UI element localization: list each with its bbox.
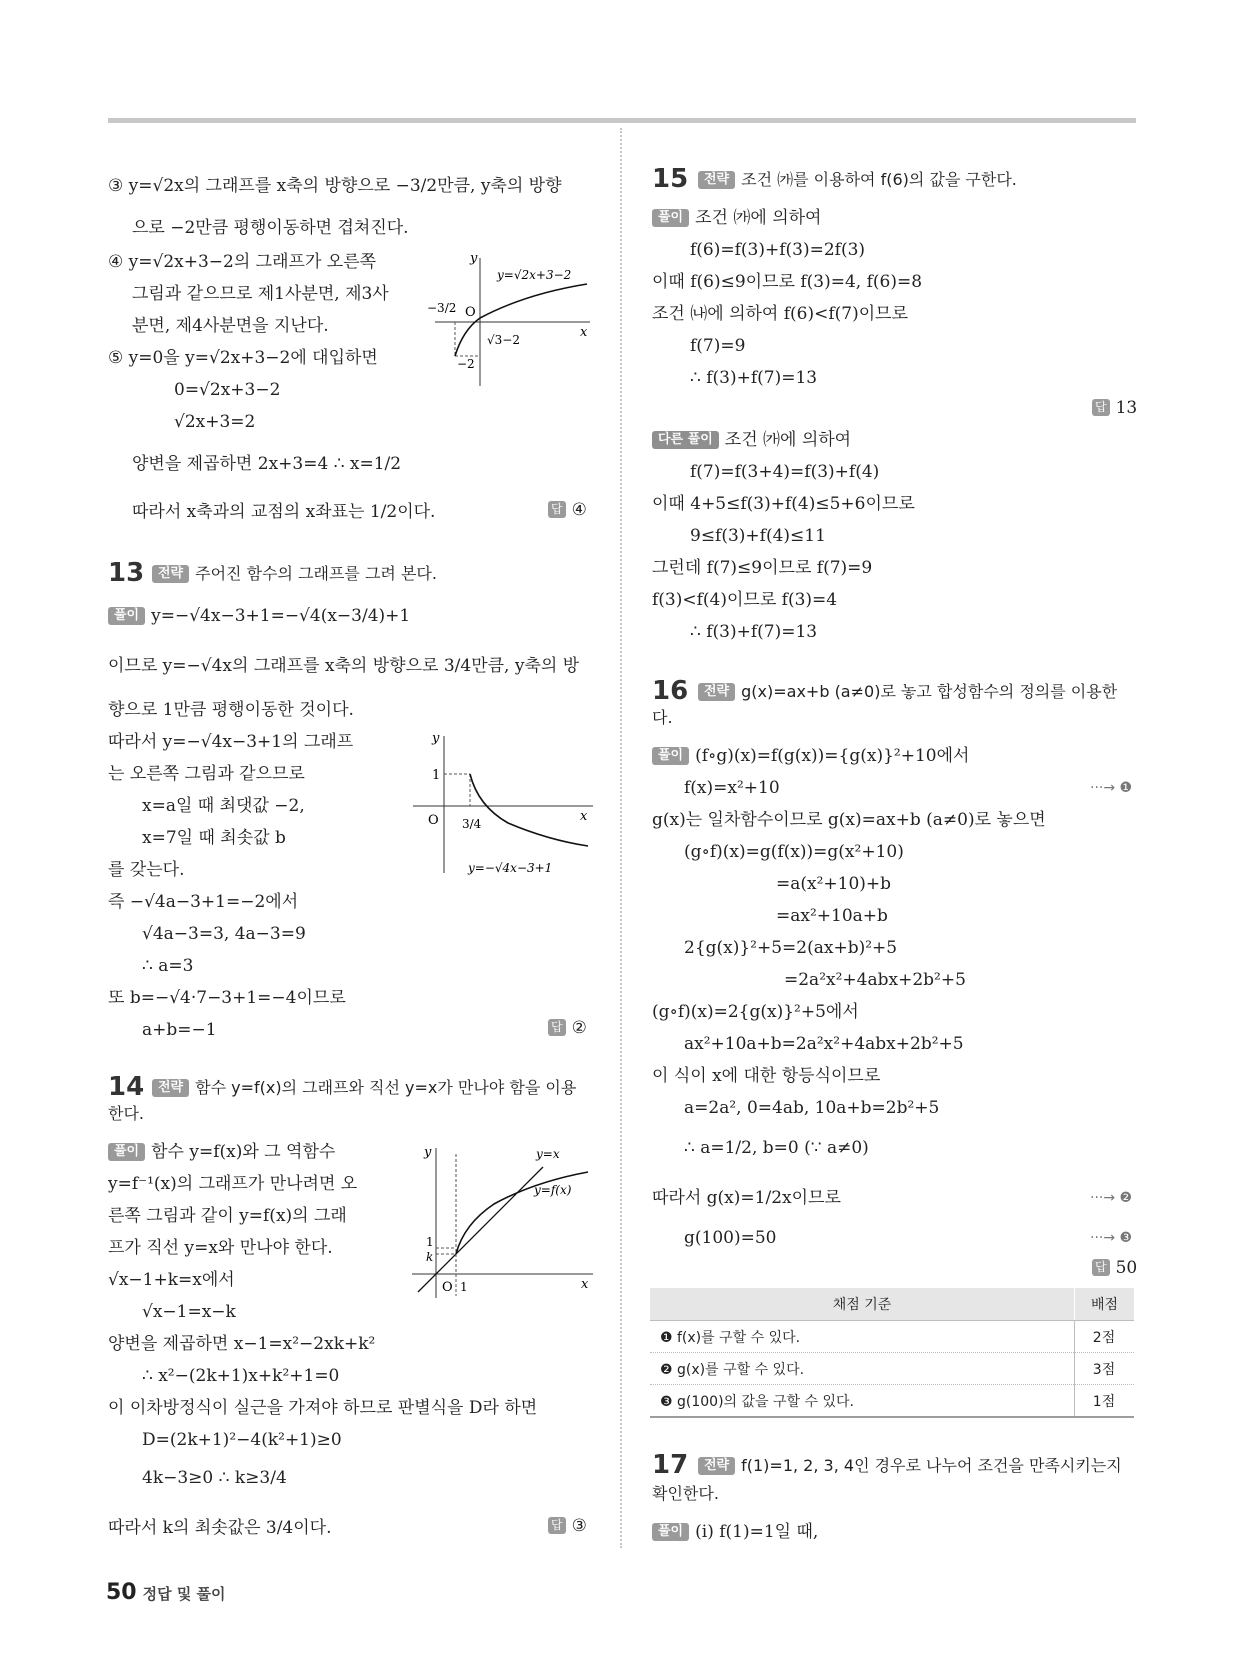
tick-neg-two: −2 bbox=[457, 357, 475, 371]
p15-alt-6: f(3)<f(4)이므로 f(3)=4 bbox=[652, 590, 838, 610]
p14-sol-3: 른쪽 그림과 같이 y=f(x)의 그래 bbox=[108, 1206, 347, 1226]
p13-sol-10: √4a−3=3, 4a−3=9 bbox=[142, 924, 306, 944]
p16-sol-6: =ax²+10a+b bbox=[776, 906, 888, 926]
p16-sol-3: g(x)는 일차함수이므로 g(x)=ax+b (a≠0)로 놓으면 bbox=[652, 810, 1046, 830]
p13-sol-1: 풀이 y=−√4x−3+1=−√4(x−3/4)+1 bbox=[108, 604, 410, 628]
p15-sol-4: 조건 ㈏에 의하여 f(6)<f(7)이므로 bbox=[652, 304, 908, 324]
column-divider bbox=[620, 128, 622, 1548]
points-cell: 2점 bbox=[1075, 1321, 1135, 1353]
p14-sol-10: D=(2k+1)²−4(k²+1)≥0 bbox=[142, 1430, 342, 1450]
solution-tag: 풀이 bbox=[652, 1523, 689, 1541]
p12-line-5: ⑤ y=0을 y=√2x+3−2에 대입하면 bbox=[108, 348, 378, 368]
p16-sol-4: (g∘f)(x)=g(f(x))=g(x²+10) bbox=[684, 842, 904, 862]
strategy-tag: 전략 bbox=[698, 1457, 735, 1475]
p14-sol-11: 4k−3≥0 ∴ k≥3/4 bbox=[142, 1468, 287, 1488]
table-row bbox=[650, 1385, 1134, 1418]
p13-answer: 답 ② bbox=[548, 1018, 587, 1038]
p16-sol-8: =2a²x²+4abx+2b²+5 bbox=[784, 970, 966, 990]
solution-tag: 풀이 bbox=[652, 209, 689, 227]
p16-strategy: 전략 g(x)=ax+b (a≠0)로 놓고 합성함수의 정의를 이용한 bbox=[698, 680, 1117, 704]
alt-solution-tag: 다른 풀이 bbox=[652, 431, 719, 449]
p15-sol-1: 풀이 조건 ㈎에 의하여 bbox=[652, 206, 821, 230]
tick-neg-three-halves: −3/2 bbox=[427, 301, 457, 315]
curve-label: y=−√4x−3+1 bbox=[468, 861, 553, 875]
tick-k: k bbox=[426, 1250, 434, 1264]
p14-graph bbox=[408, 1140, 598, 1300]
p16-step-2: ···→ ❷ bbox=[1090, 1190, 1133, 1206]
p15-alt-1: 다른 풀이 조건 ㈎에 의하여 bbox=[652, 428, 851, 452]
p12-line-3b: 으로 −2만큼 평행이동하면 겹쳐진다. bbox=[132, 218, 409, 238]
tick-one: 1 bbox=[432, 768, 441, 783]
scoring-header bbox=[650, 1288, 1134, 1321]
p16-step-3: ···→ ❸ bbox=[1090, 1230, 1133, 1246]
top-rule bbox=[108, 118, 1136, 123]
footer-label: 정답 및 풀이 bbox=[142, 1585, 226, 1603]
p13-sol-12: 또 b=−√4·7−3+1=−4이므로 bbox=[108, 988, 346, 1008]
scoring-table bbox=[650, 1288, 1134, 1418]
p14-number: 14 bbox=[108, 1072, 145, 1102]
answer-box: 답 bbox=[1092, 399, 1110, 416]
p16-sol-14: 따라서 g(x)=1/2x이므로 bbox=[652, 1188, 841, 1208]
p12-conclusion: 따라서 x축과의 교점의 x좌표는 1/2이다. bbox=[132, 502, 436, 522]
tick-three-quarters: 3/4 bbox=[462, 817, 482, 831]
table-row bbox=[650, 1321, 1134, 1353]
p13-sol-6: x=a일 때 최댓값 −2, bbox=[142, 796, 305, 816]
p15-answer: 답 13 bbox=[1092, 398, 1137, 418]
p14-sol-8: ∴ x²−(2k+1)x+k²+1=0 bbox=[142, 1366, 340, 1386]
p12-line-4c: 분면, 제4사분면을 지난다. bbox=[132, 316, 329, 336]
page-number: 50 bbox=[106, 1580, 137, 1605]
p13-number: 13 bbox=[108, 558, 145, 588]
axis-x-label: x bbox=[581, 1277, 589, 1292]
p14-answer: 답 ③ bbox=[548, 1516, 587, 1536]
p14-sol-5: √x−1+k=x에서 bbox=[108, 1270, 235, 1290]
axis-x-label: x bbox=[580, 809, 588, 824]
p13-sol-7: x=7일 때 최솟값 b bbox=[142, 828, 286, 848]
p13-sol-5: 는 오른쪽 그림과 같으므로 bbox=[108, 764, 305, 784]
p15-alt-4: 9≤f(3)+f(4)≤11 bbox=[690, 526, 826, 546]
p12-eq-1: 0=√2x+3−2 bbox=[174, 380, 281, 400]
p12-answer: 답 ④ bbox=[548, 500, 587, 520]
criteria-cell: ❶ f(x)를 구할 수 있다. bbox=[650, 1321, 1075, 1353]
p14-sol-7: 양변을 제곱하면 x−1=x²−2xk+k² bbox=[108, 1334, 376, 1354]
tick-one-x: 1 bbox=[460, 1280, 468, 1294]
origin-label: O bbox=[442, 1280, 453, 1295]
strategy-tag: 전략 bbox=[698, 171, 735, 189]
p15-sol-5: f(7)=9 bbox=[690, 336, 746, 356]
p13-sol-13: a+b=−1 bbox=[142, 1020, 217, 1040]
axis-y-label: y bbox=[424, 1145, 432, 1160]
curve-label: y=f(x) bbox=[534, 1183, 572, 1197]
p16-sol-1: 풀이 (f∘g)(x)=f(g(x))={g(x)}²+10에서 bbox=[652, 744, 969, 768]
p13-sol-4: 따라서 y=−√4x−3+1의 그래프 bbox=[108, 732, 354, 752]
p13-sol-2: 이므로 y=−√4x의 그래프를 x축의 방향으로 3/4만큼, y축의 방 bbox=[108, 656, 580, 676]
p12-eq-2: √2x+3=2 bbox=[174, 412, 256, 432]
points-cell: 3점 bbox=[1075, 1353, 1135, 1385]
axis-y-label: y bbox=[470, 251, 478, 266]
solution-tag: 풀이 bbox=[108, 607, 145, 625]
answer-box: 답 bbox=[548, 1019, 566, 1036]
p14-sol-2: y=f⁻¹(x)의 그래프가 만나려면 오 bbox=[108, 1174, 358, 1194]
p15-alt-5: 그런데 f(7)≤9이므로 f(7)=9 bbox=[652, 558, 873, 578]
p13-sol-3: 향으로 1만큼 평행이동한 것이다. bbox=[108, 700, 354, 720]
axis-y-label: y bbox=[432, 731, 440, 746]
p13-sol-11: ∴ a=3 bbox=[142, 956, 194, 976]
origin-label: O bbox=[428, 813, 439, 828]
table-row bbox=[650, 1353, 1134, 1385]
p14-sol-9: 이 이차방정식이 실근을 가져야 하므로 판별식을 D라 하면 bbox=[108, 1398, 538, 1418]
p15-alt-3: 이때 4+5≤f(3)+f(4)≤5+6이므로 bbox=[652, 494, 915, 514]
p14-sol-6: √x−1=x−k bbox=[142, 1302, 236, 1322]
strategy-tag: 전략 bbox=[698, 683, 735, 701]
p17-sol-1: 풀이 (i) f(1)=1일 때, bbox=[652, 1520, 818, 1544]
p13-graph bbox=[408, 728, 598, 878]
p13-sol-8: 를 갖는다. bbox=[108, 860, 185, 880]
p16-number: 16 bbox=[652, 676, 689, 706]
p12-line-4b: 그림과 같으므로 제1사분면, 제3사 bbox=[132, 284, 389, 304]
p15-alt-2: f(7)=f(3+4)=f(3)+f(4) bbox=[690, 462, 880, 482]
p14-sol-1: 풀이 함수 y=f(x)와 그 역함수 bbox=[108, 1140, 335, 1164]
line-label: y=x bbox=[536, 1147, 560, 1161]
answer-box: 답 bbox=[1092, 1259, 1110, 1276]
origin-label: O bbox=[465, 305, 476, 320]
p12-graph bbox=[425, 248, 595, 388]
strategy-tag: 전략 bbox=[152, 1079, 189, 1097]
answer-box: 답 bbox=[548, 501, 566, 518]
points-header: 배점 bbox=[1075, 1288, 1135, 1321]
tick-one-y: 1 bbox=[426, 1235, 434, 1249]
points-cell: 1점 bbox=[1075, 1385, 1135, 1418]
p16-sol-12: a=2a², 0=4ab, 10a+b=2b²+5 bbox=[684, 1098, 940, 1118]
solution-tag: 풀이 bbox=[652, 747, 689, 765]
p16-answer: 답 50 bbox=[1092, 1258, 1137, 1278]
p14-sol-4: 프가 직선 y=x와 만나야 한다. bbox=[108, 1238, 333, 1258]
strategy-tag: 전략 bbox=[152, 565, 189, 583]
criteria-cell: ❸ g(100)의 값을 구할 수 있다. bbox=[650, 1385, 1075, 1418]
page-footer bbox=[106, 1580, 226, 1605]
p15-number: 15 bbox=[652, 164, 689, 194]
p15-sol-3: 이때 f(6)≤9이므로 f(3)=4, f(6)=8 bbox=[652, 272, 923, 292]
p16-sol-2: f(x)=x²+10 bbox=[684, 778, 780, 798]
p12-eq-3: 양변을 제곱하면 2x+3=4 ∴ x=1/2 bbox=[132, 454, 402, 474]
p16-sol-7: 2{g(x)}²+5=2(ax+b)²+5 bbox=[684, 938, 898, 958]
p14-sol-12: 따라서 k의 최솟값은 3/4이다. bbox=[108, 1518, 332, 1538]
p16-sol-13: ∴ a=1/2, b=0 (∵ a≠0) bbox=[684, 1138, 869, 1158]
axis-x-label: x bbox=[580, 325, 588, 340]
p16-sol-5: =a(x²+10)+b bbox=[776, 874, 892, 894]
p17-strategy: 전략 f(1)=1, 2, 3, 4인 경우로 나누어 조건을 만족시키는지 bbox=[698, 1454, 1122, 1478]
p16-strategy-2: 다. bbox=[652, 708, 673, 727]
p12-line-3: ③ y=√2x의 그래프를 x축의 방향으로 −3/2만큼, y축의 방향 bbox=[108, 176, 562, 196]
criteria-cell: ❷ g(x)를 구할 수 있다. bbox=[650, 1353, 1075, 1385]
p16-sol-10: ax²+10a+b=2a²x²+4abx+2b²+5 bbox=[684, 1034, 964, 1054]
p16-sol-11: 이 식이 x에 대한 항등식이므로 bbox=[652, 1066, 881, 1086]
p13-sol-9: 즉 −√4a−3+1=−2에서 bbox=[108, 892, 299, 912]
p15-sol-6: ∴ f(3)+f(7)=13 bbox=[690, 368, 818, 388]
tick-root: √3−2 bbox=[487, 333, 520, 347]
p15-sol-2: f(6)=f(3)+f(3)=2f(3) bbox=[690, 240, 866, 260]
p17-strategy-2: 확인한다. bbox=[652, 1484, 719, 1503]
p13-strategy: 전략 주어진 함수의 그래프를 그려 본다. bbox=[152, 562, 437, 586]
p12-line-4: ④ y=√2x+3−2의 그래프가 오른쪽 bbox=[108, 252, 377, 272]
p14-strategy: 전략 함수 y=f(x)의 그래프와 직선 y=x가 만나야 함을 이용 bbox=[152, 1076, 576, 1100]
solution-tag: 풀이 bbox=[108, 1143, 145, 1161]
p14-strategy-2: 한다. bbox=[108, 1104, 144, 1123]
answer-box: 답 bbox=[548, 1517, 566, 1534]
curve-label: y=√2x+3−2 bbox=[497, 268, 572, 282]
p16-sol-9: (g∘f)(x)=2{g(x)}²+5에서 bbox=[652, 1002, 859, 1022]
p16-step-1: ···→ ❶ bbox=[1090, 780, 1133, 796]
p15-strategy: 전략 조건 ㈎를 이용하여 f(6)의 값을 구한다. bbox=[698, 168, 1017, 192]
p15-alt-7: ∴ f(3)+f(7)=13 bbox=[690, 622, 818, 642]
criteria-header: 채점 기준 bbox=[650, 1288, 1075, 1321]
p17-number: 17 bbox=[652, 1450, 689, 1480]
p16-sol-15: g(100)=50 bbox=[684, 1228, 777, 1248]
